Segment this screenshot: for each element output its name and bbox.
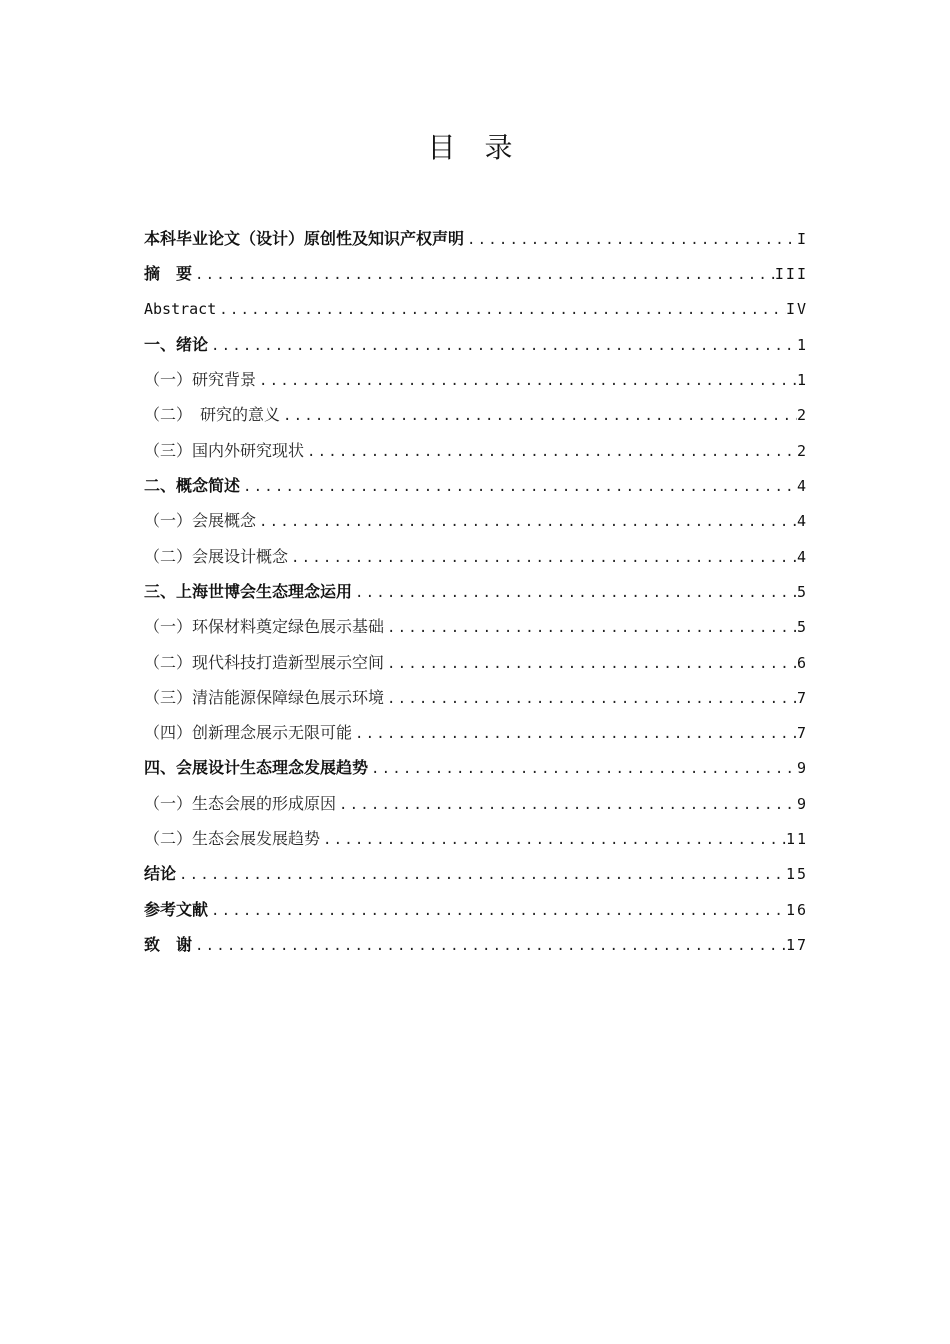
toc-leader-dots bbox=[288, 541, 797, 576]
toc-leader-dots bbox=[384, 647, 797, 682]
toc-entry-section-4-1[interactable] bbox=[144, 786, 808, 821]
toc-entry-section-4-2[interactable] bbox=[144, 821, 808, 856]
toc-leader-dots bbox=[368, 752, 797, 787]
toc-page-number: 4 bbox=[796, 547, 808, 566]
toc-leader-dots bbox=[280, 399, 797, 434]
toc-entry-abstract-en[interactable] bbox=[144, 292, 808, 327]
toc-entry-section-2-2[interactable] bbox=[144, 539, 808, 574]
toc-entry-section-1-2[interactable] bbox=[144, 397, 808, 432]
toc-entry-chapter-3[interactable] bbox=[144, 574, 808, 609]
toc-page-number: III bbox=[774, 265, 808, 284]
toc-entry-declaration[interactable] bbox=[144, 221, 808, 256]
toc-entry-text: 本科毕业论文（设计）原创性及知识产权声明 bbox=[144, 229, 465, 248]
toc-page-number: 17 bbox=[785, 935, 808, 954]
toc-entry-text: 四、会展设计生态理念发展趋势 bbox=[144, 758, 369, 778]
toc-leader-dots bbox=[464, 223, 797, 258]
toc-page-number: 4 bbox=[796, 512, 808, 531]
toc-leader-dots bbox=[336, 788, 797, 823]
toc-entry-conclusion[interactable] bbox=[144, 856, 808, 891]
toc-entry-section-1-1[interactable] bbox=[144, 362, 808, 397]
toc-page-number: 1 bbox=[796, 371, 808, 390]
toc-leader-dots bbox=[240, 470, 797, 505]
toc-page-number: 9 bbox=[796, 759, 808, 778]
toc-entry-text: （一）生态会展的形成原因 bbox=[144, 793, 337, 813]
toc-entry-section-1-3[interactable] bbox=[144, 433, 808, 468]
toc-entry-chapter-2[interactable] bbox=[144, 468, 808, 503]
toc-leader-dots bbox=[192, 258, 775, 293]
toc-page-number: 7 bbox=[796, 724, 808, 743]
toc-leader-dots bbox=[208, 329, 797, 364]
toc-entry-references[interactable] bbox=[144, 892, 808, 927]
toc-leader-dots bbox=[384, 682, 797, 717]
toc-entry-text: （一）研究背景 bbox=[144, 370, 257, 390]
toc-entry-section-3-2[interactable] bbox=[144, 645, 808, 680]
toc-entry-chapter-4[interactable] bbox=[144, 750, 808, 785]
toc-page-number: 4 bbox=[796, 477, 808, 496]
toc-page-number: 15 bbox=[785, 865, 808, 884]
toc-entry-section-3-3[interactable] bbox=[144, 680, 808, 715]
toc-page-number: 16 bbox=[785, 900, 808, 919]
toc-entry-section-2-1[interactable] bbox=[144, 503, 808, 538]
toc-page-number: 5 bbox=[796, 582, 808, 601]
toc-page-number: 6 bbox=[796, 653, 808, 672]
toc-entry-text: Abstract bbox=[144, 299, 217, 318]
toc-entry-text: （一）环保材料奠定绿色展示基础 bbox=[144, 617, 385, 637]
toc-entry-text: （二） 研究的意义 bbox=[144, 405, 281, 425]
toc-page-number: 1 bbox=[796, 335, 808, 354]
toc-entry-text: 参考文献 bbox=[144, 899, 209, 919]
toc-page-number: 7 bbox=[796, 688, 808, 707]
toc-entry-text: （二）会展设计概念 bbox=[144, 546, 289, 566]
toc-page-number: I bbox=[796, 230, 808, 248]
toc-entry-text: 一、绪论 bbox=[144, 334, 209, 354]
toc-entry-text: （二）生态会展发展趋势 bbox=[144, 829, 321, 849]
toc-entry-text: （一）会展概念 bbox=[144, 511, 257, 531]
toc-entry-text: 摘 要 bbox=[144, 264, 193, 284]
toc-leader-dots bbox=[352, 717, 797, 752]
toc-entry-chapter-1[interactable] bbox=[144, 327, 808, 362]
toc-leader-dots bbox=[176, 858, 786, 893]
toc-leader-dots bbox=[256, 505, 797, 540]
toc-entry-text: （四）创新理念展示无限可能 bbox=[144, 723, 353, 743]
toc-page-number: 2 bbox=[796, 441, 808, 460]
toc-leader-dots bbox=[384, 611, 797, 646]
toc-leader-dots bbox=[304, 435, 797, 470]
toc-leader-dots bbox=[256, 364, 797, 399]
toc-page-number: 9 bbox=[796, 794, 808, 813]
toc-leader-dots bbox=[192, 929, 786, 964]
toc-leader-dots bbox=[208, 894, 786, 929]
toc-page-number: 2 bbox=[796, 406, 808, 425]
toc-entry-section-3-1[interactable] bbox=[144, 609, 808, 644]
toc-page-number: 11 bbox=[785, 830, 808, 849]
toc-entry-section-3-4[interactable] bbox=[144, 715, 808, 750]
toc-entry-text: 三、上海世博会生态理念运用 bbox=[144, 581, 353, 601]
toc-entry-text: （三）清洁能源保障绿色展示环境 bbox=[144, 687, 385, 707]
toc-entry-text: （三）国内外研究现状 bbox=[144, 440, 305, 460]
toc-entry-text: 二、概念简述 bbox=[144, 476, 241, 496]
toc-entry-text: 结论 bbox=[144, 864, 177, 884]
toc-entry-abstract-cn[interactable] bbox=[144, 256, 808, 291]
toc-list bbox=[144, 221, 808, 962]
toc-entry-text: （二）现代科技打造新型展示空间 bbox=[144, 652, 385, 672]
toc-title: 目 录 bbox=[427, 131, 523, 164]
toc-page-number: IV bbox=[785, 299, 808, 318]
toc-page-number: 5 bbox=[796, 618, 808, 637]
toc-leader-dots bbox=[216, 293, 786, 328]
toc-leader-dots bbox=[352, 576, 797, 611]
toc-leader-dots bbox=[320, 823, 786, 858]
toc-entry-acknowledgements[interactable] bbox=[144, 927, 808, 962]
toc-entry-text: 致 谢 bbox=[144, 934, 193, 954]
